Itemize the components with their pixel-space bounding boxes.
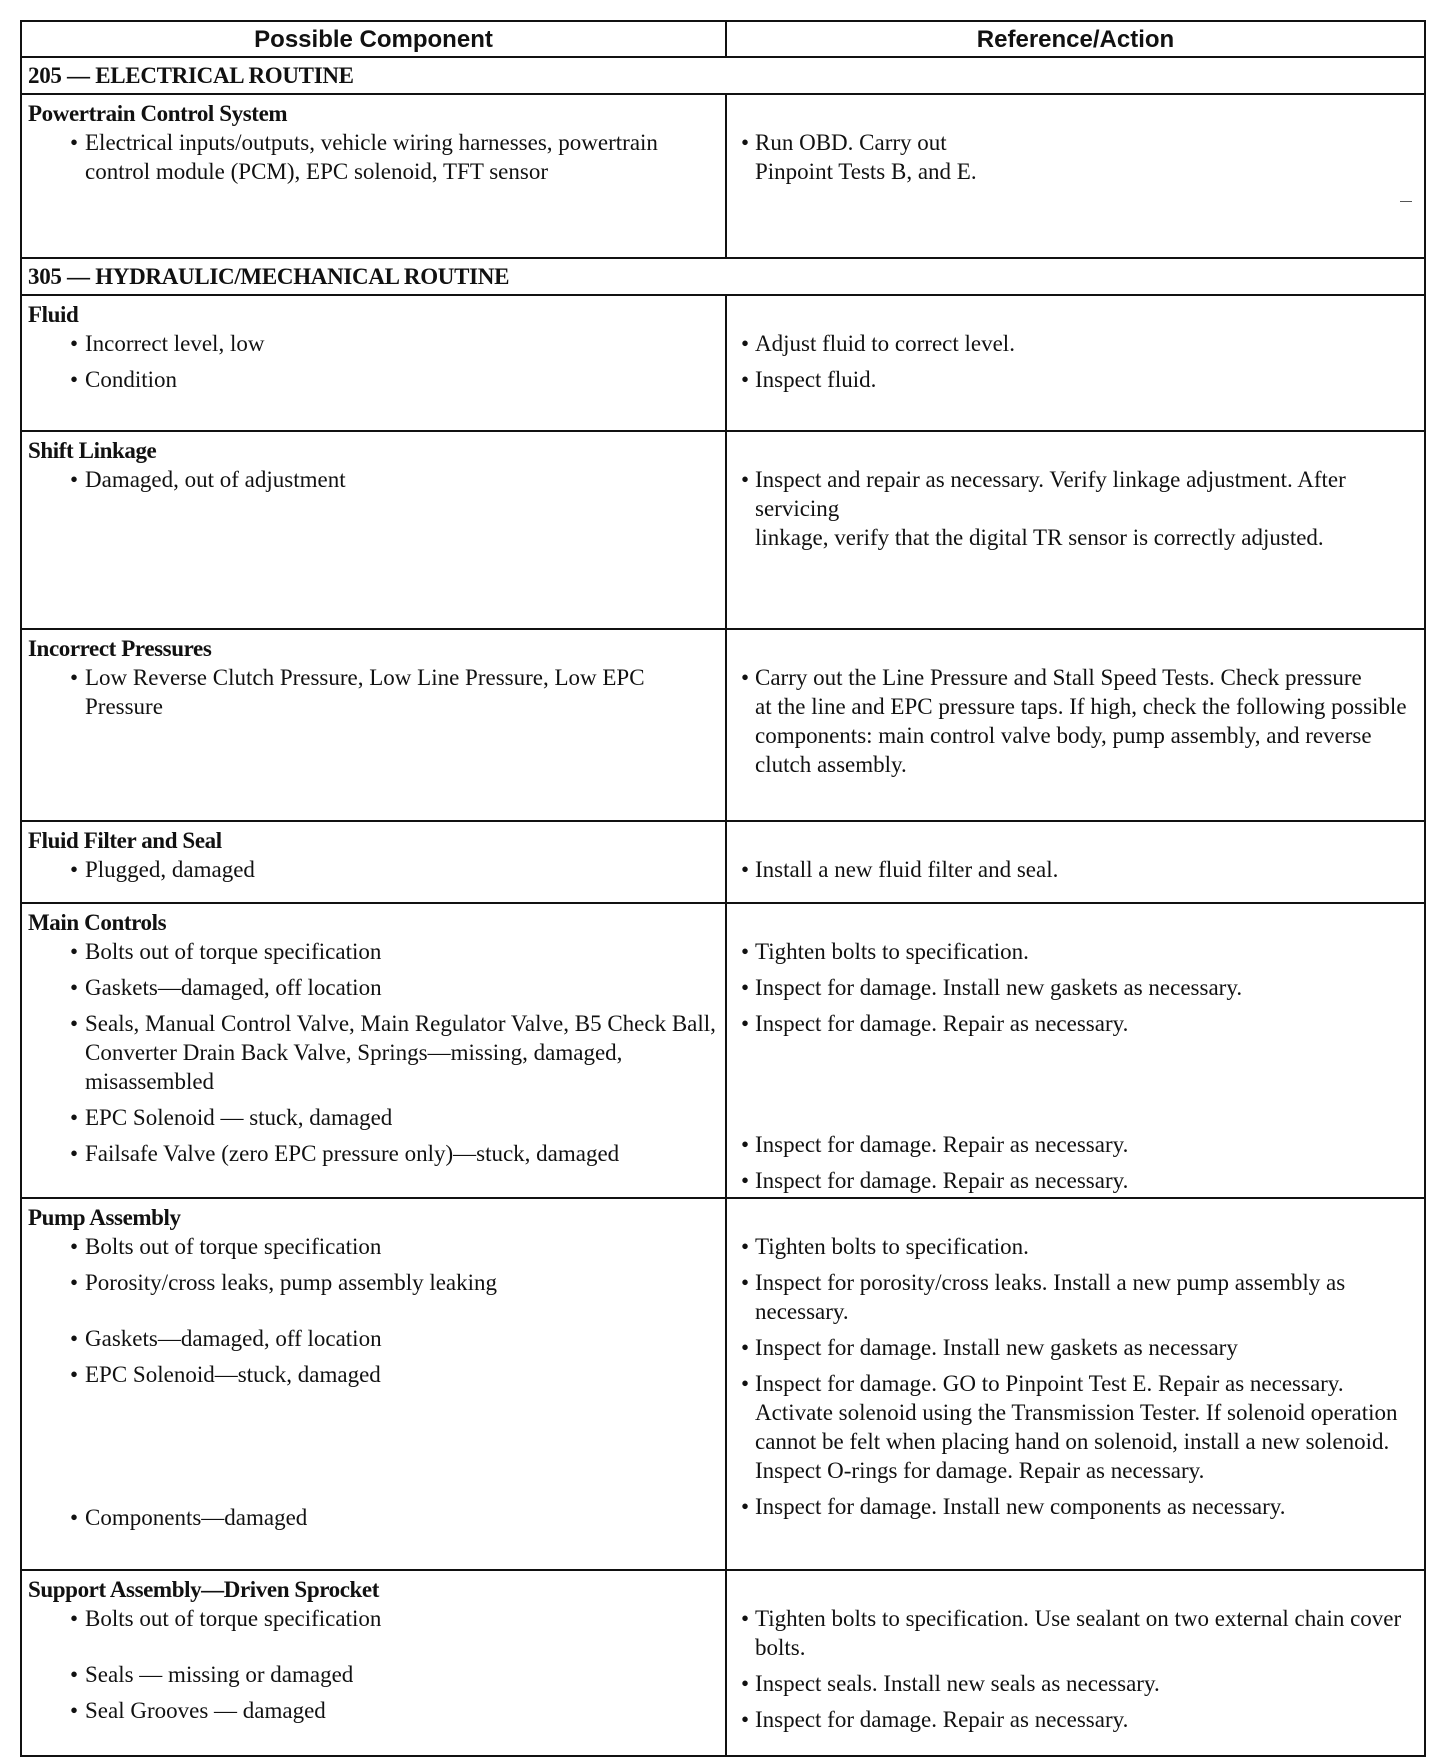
component-item: • Plugged, damaged [28,855,719,884]
component-cell [21,903,726,1198]
action-item: • Inspect for damage. Install new gaskets as necessary. [733,973,1418,1002]
component-cell [21,821,726,903]
component-item: • Porosity/cross leaks, pump assembly leaking [28,1268,719,1297]
action-item: • Inspect for damage. Install new gaskets as necessary [733,1333,1418,1362]
action-cell [726,1198,1425,1570]
component-item: • EPC Solenoid—stuck, damaged [28,1360,719,1389]
action-cell [726,431,1425,629]
component-item: • Bolts out of torque specification [28,1604,719,1633]
table-row-powertrain [21,94,1425,258]
action-item: • Inspect for damage. Repair as necessary. [733,1009,1418,1038]
table-row-pump-assembly [21,1198,1425,1570]
component-item: • Seals, Manual Control Valve, Main Regulator Valve, B5 Check Ball, Converter Drain Back Valve, Springs—missing, damaged, misassembled [28,1009,719,1096]
action-item: • Run OBD. Carry out Pinpoint Tests B, and E. [733,128,1418,186]
action-item: • Inspect for damage. Repair as necessary. [733,1130,1418,1159]
section-heading: Main Controls [28,910,167,935]
component-item: • Incorrect level, low [28,329,719,358]
section-heading: Pump Assembly [28,1205,181,1230]
action-item: • Carry out the Line Pressure and Stall Speed Tests. Check pressure at the line and EPC pressure taps. If high, check the following possible components: main control valve body, pump assembly, and reverse clutch assembly. [733,663,1418,779]
component-item: • Components—damaged [28,1503,719,1532]
component-item: • Seal Grooves — damaged [28,1696,719,1725]
component-cell [21,1570,726,1756]
component-cell [21,295,726,431]
routine-title: 305 — HYDRAULIC/MECHANICAL ROUTINE [21,258,1425,295]
action-item: • Inspect for damage. Install new components as necessary. [733,1492,1418,1521]
component-item: • Electrical inputs/outputs, vehicle wiring harnesses, powertrain control module (PCM), EPC solenoid, TFT sensor [28,128,719,186]
component-item: • Condition [28,365,719,394]
action-item: • Tighten bolts to specification. [733,1232,1418,1261]
action-item: • Inspect for damage. GO to Pinpoint Test E. Repair as necessary. Activate solenoid using the Transmission Tester. If solenoid operation cannot be felt when placing hand on solenoid, install a new solenoid. Inspect O-rings for damage. Repair as necessary. [733,1369,1418,1485]
section-heading: Fluid [28,302,79,327]
table-header-row [21,21,1425,57]
routine-row-305 [21,258,1425,295]
action-item: • Inspect and repair as necessary. Verify linkage adjustment. After servicing linkage, verify that the digital TR sensor is correctly adjusted. [733,465,1418,552]
scan-mark [1400,201,1412,202]
action-item: • Tighten bolts to specification. [733,937,1418,966]
component-item: • Gaskets—damaged, off location [28,973,719,1002]
component-cell [21,431,726,629]
component-item: • Bolts out of torque specification [28,1232,719,1261]
action-cell [726,295,1425,431]
routine-title: 205 — ELECTRICAL ROUTINE [21,57,1425,94]
component-item: • Failsafe Valve (zero EPC pressure only)—stuck, damaged [28,1139,719,1168]
action-cell [726,821,1425,903]
action-item: • Inspect for damage. Repair as necessary. [733,1166,1418,1195]
component-cell [21,629,726,821]
action-cell [726,629,1425,821]
section-heading: Fluid Filter and Seal [28,828,222,853]
diagnostic-table [20,20,1426,1757]
section-heading: Support Assembly—Driven Sprocket [28,1577,379,1602]
component-item: • EPC Solenoid — stuck, damaged [28,1103,719,1132]
section-heading: Shift Linkage [28,438,157,463]
component-item: • Low Reverse Clutch Pressure, Low Line Pressure, Low EPC Pressure [28,663,719,721]
action-cell [726,1570,1425,1756]
column-header-action: Reference/Action [726,21,1425,57]
table-row-filter [21,821,1425,903]
table-row-support-assembly [21,1570,1425,1756]
table-row-fluid [21,295,1425,431]
section-heading: Powertrain Control System [28,101,288,126]
routine-row-205 [21,57,1425,94]
action-item: • Adjust fluid to correct level. [733,329,1418,358]
action-cell [726,94,1425,258]
section-heading: Incorrect Pressures [28,636,212,661]
action-item: • Inspect fluid. [733,365,1418,394]
component-cell [21,94,726,258]
component-item: • Bolts out of torque specification [28,937,719,966]
diagnostic-table-document [20,20,1424,1732]
action-item: • Inspect seals. Install new seals as necessary. [733,1669,1418,1698]
component-item: • Seals — missing or damaged [28,1660,719,1689]
column-header-component: Possible Component [21,21,726,57]
component-item: • Damaged, out of adjustment [28,465,719,494]
action-item: • Inspect for damage. Repair as necessary. [733,1705,1418,1734]
action-item: • Install a new fluid filter and seal. [733,855,1418,884]
action-item: • Inspect for porosity/cross leaks. Install a new pump assembly as necessary. [733,1268,1418,1326]
component-cell [21,1198,726,1570]
component-item: • Gaskets—damaged, off location [28,1324,719,1353]
action-cell [726,903,1425,1198]
table-row-shift-linkage [21,431,1425,629]
table-row-pressures [21,629,1425,821]
table-row-main-controls [21,903,1425,1198]
action-item: • Tighten bolts to specification. Use sealant on two external chain cover bolts. [733,1604,1418,1662]
